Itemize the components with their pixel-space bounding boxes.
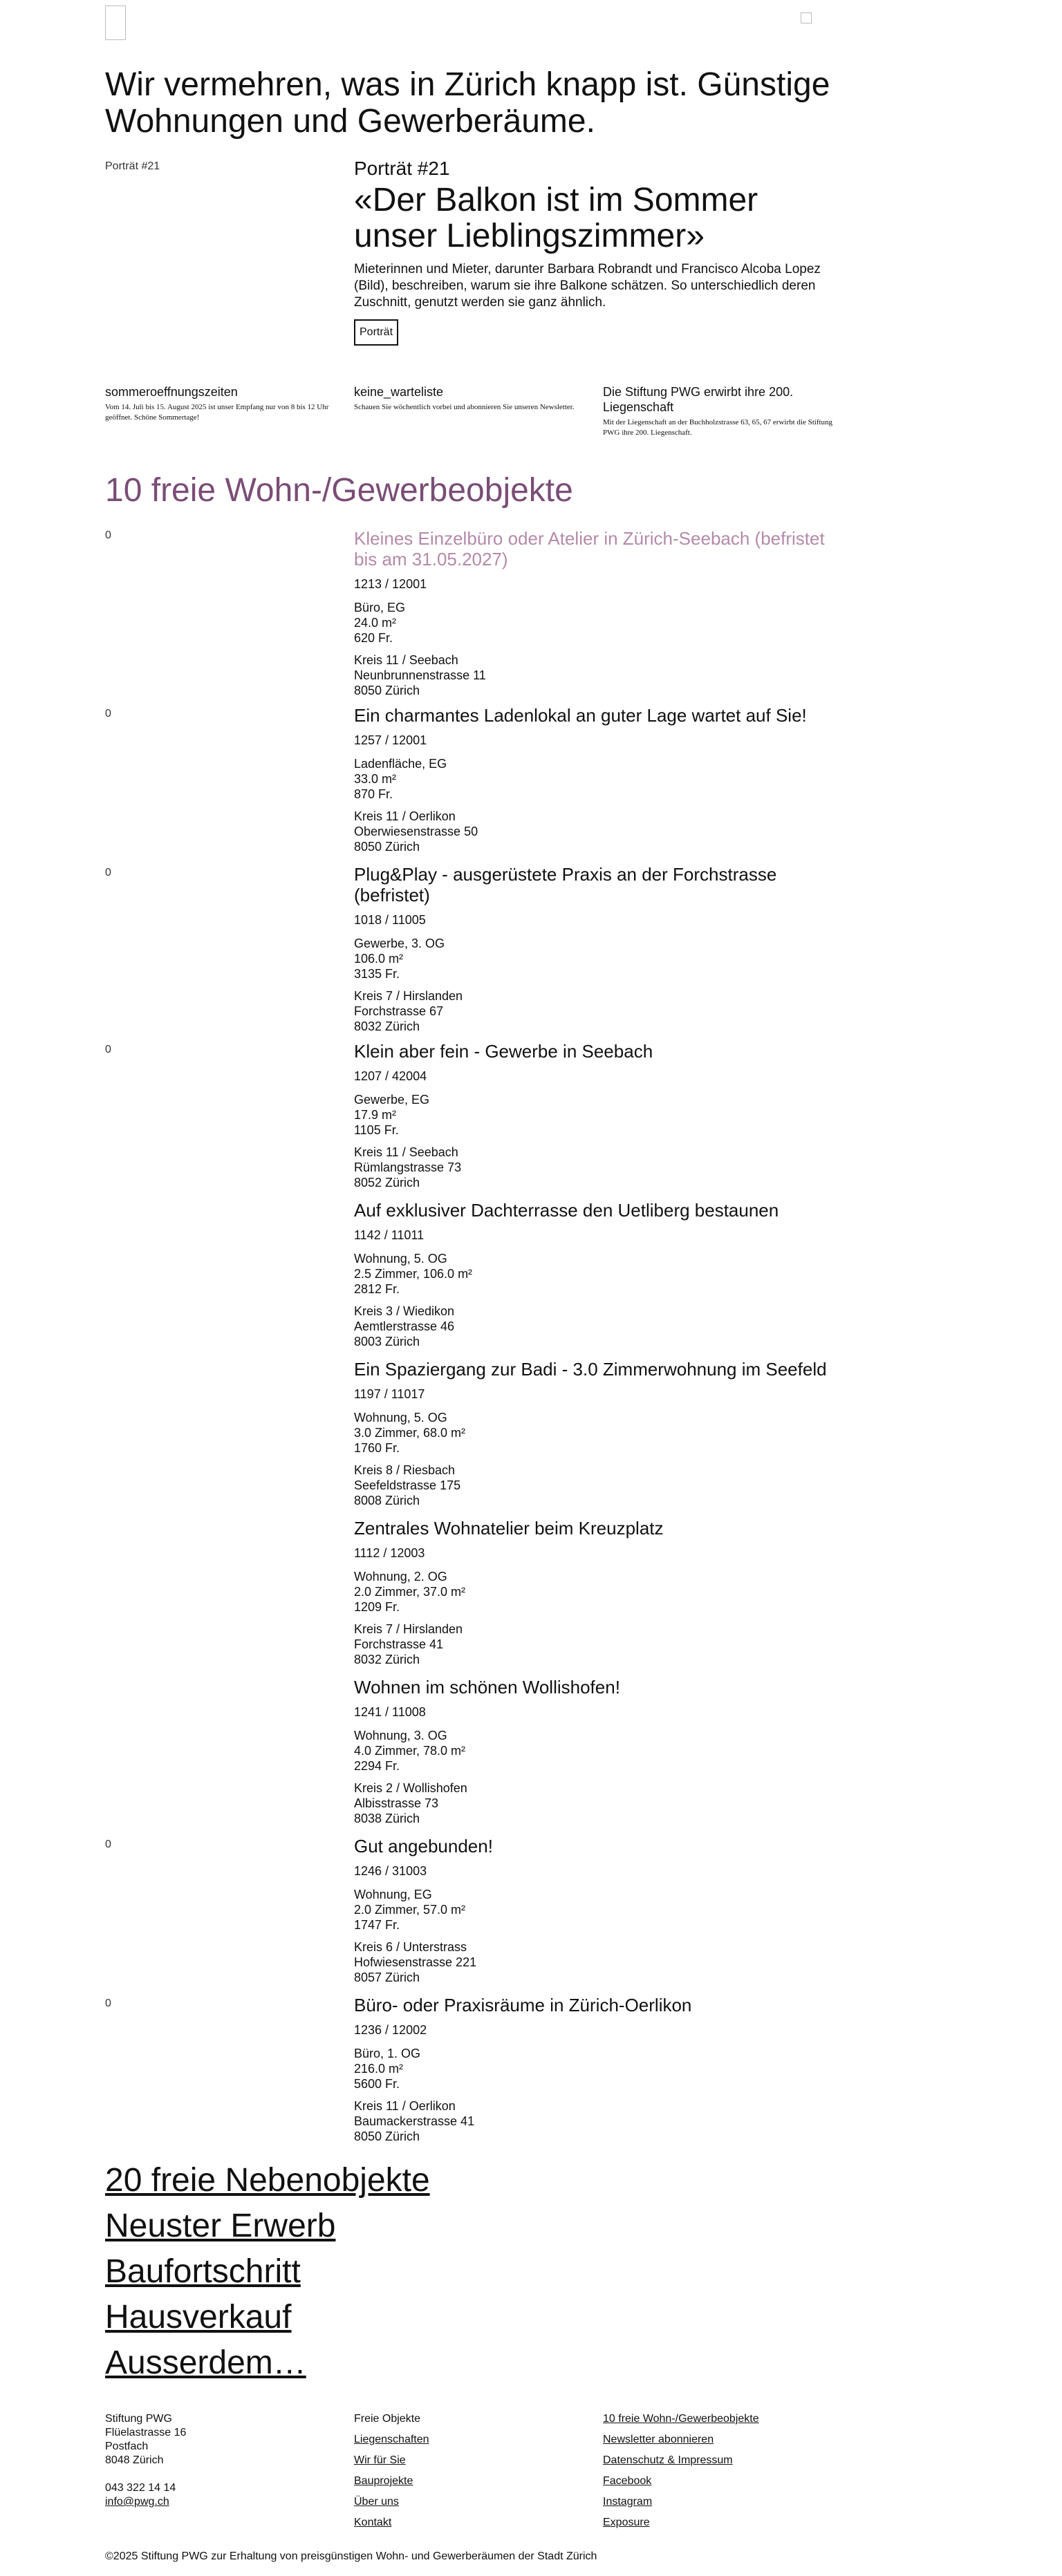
object-number: 1246 / 31003 xyxy=(354,1864,427,1878)
object-street: Neunbrunnenstrasse 11 xyxy=(354,668,486,682)
object-city: 8003 Zürich xyxy=(354,1335,420,1348)
object-type: Gewerbe, 3. OG xyxy=(354,937,445,950)
object-item[interactable] xyxy=(354,1995,838,2151)
portrait-description: Mieterinnen und Mieter, darunter Barbara Robrandt und Francisco Alcoba Lopez (Bild), beschreiben, warum sie ihre Balkone schätzen. So unterschiedlich deren Zuschnitt, genutzt werden sie ganz ähnlich. xyxy=(354,262,821,310)
portrait-button[interactable]: Porträt xyxy=(354,319,398,346)
object-number: 1207 / 42004 xyxy=(354,1069,427,1083)
tile-opening-hours[interactable] xyxy=(105,384,340,423)
object-price: 620 Fr. xyxy=(354,631,393,645)
copyright: ©2025 Stiftung PWG zur Erhaltung von preisgünstigen Wohn- und Gewerberäumen der Stadt Zürich xyxy=(105,2550,597,2562)
footer-newsletter[interactable]: Newsletter abonnieren xyxy=(603,2434,714,2445)
object-price: 1747 Fr. xyxy=(354,1918,400,1932)
object-street: Aemtlerstrasse 46 xyxy=(354,1319,455,1333)
tile-image-alt: sommeroeffnungszeiten xyxy=(105,385,238,399)
object-number: 1257 / 12001 xyxy=(354,733,427,747)
object-title[interactable]: Auf exklusiver Dachterrasse den Uetliberg bestaunen xyxy=(354,1200,779,1221)
object-title[interactable]: Büro- oder Praxisräume in Zürich-Oerlikon xyxy=(354,1995,692,2015)
object-city: 8050 Zürich xyxy=(354,2130,420,2143)
portrait-image[interactable]: Porträt #21 xyxy=(105,160,160,172)
tile-image-alt: keine_warteliste xyxy=(354,385,444,399)
object-price: 1105 Fr. xyxy=(354,1123,399,1137)
tile-text: Schauen Sie wöchentlich vorbei und abonnieren Sie unseren Newsletter. xyxy=(354,403,575,411)
footer-about[interactable]: Über uns xyxy=(354,2496,399,2508)
object-street: Baumackerstrasse 41 xyxy=(354,2114,475,2128)
footer-properties[interactable]: Liegenschaften xyxy=(354,2434,429,2445)
object-size: 17.9 m² xyxy=(354,1108,397,1122)
object-price: 3135 Fr. xyxy=(354,967,400,981)
portrait-kicker: Porträt #21 xyxy=(354,158,450,179)
object-price: 1209 Fr. xyxy=(354,1600,400,1614)
footer-free-objects-link[interactable]: 10 freie Wohn-/Gewerbeobjekte xyxy=(603,2413,759,2425)
object-city: 8050 Zürich xyxy=(354,684,420,697)
link-latest-acquisition[interactable]: Neuster Erwerb xyxy=(105,2208,336,2244)
object-city: 8050 Zürich xyxy=(354,840,420,854)
object-city: 8008 Zürich xyxy=(354,1494,420,1507)
footer-org: Stiftung PWG xyxy=(105,2413,172,2425)
object-kreis: Kreis 8 / Riesbach xyxy=(354,1463,456,1477)
object-item[interactable] xyxy=(354,864,838,1041)
object-size: 3.0 Zimmer, 68.0 m² xyxy=(354,1426,466,1440)
object-size: 33.0 m² xyxy=(354,772,397,786)
footer-privacy[interactable]: Datenschutz & Impressum xyxy=(603,2454,733,2466)
object-image[interactable]: 0 xyxy=(105,1997,111,2009)
object-type: Ladenfläche, EG xyxy=(354,757,447,771)
hero-title: Wir vermehren, was in Zürich knapp ist. Günstige Wohnungen und Gewerberäume. xyxy=(105,66,830,140)
object-title[interactable]: Klein aber fein - Gewerbe in Seebach xyxy=(354,1041,653,1062)
object-size: 106.0 m² xyxy=(354,952,404,966)
object-number: 1142 / 11011 xyxy=(354,1228,425,1242)
object-type: Büro, EG xyxy=(354,601,406,614)
object-size: 2.0 Zimmer, 57.0 m² xyxy=(354,1903,466,1917)
object-city: 8032 Zürich xyxy=(354,1653,420,1666)
object-image[interactable]: 0 xyxy=(105,1839,111,1850)
footer-projects[interactable]: Bauprojekte xyxy=(354,2475,413,2487)
object-title[interactable]: Plug&Play - ausgerüstete Praxis an der Forchstrasse (befristet) xyxy=(354,864,777,905)
object-title[interactable]: Zentrales Wohnatelier beim Kreuzplatz xyxy=(354,1518,664,1539)
link-construction-progress[interactable]: Baufortschritt xyxy=(105,2253,301,2290)
object-number: 1197 / 11017 xyxy=(354,1387,425,1401)
object-number: 1018 / 11005 xyxy=(354,913,426,927)
tile-no-waitlist[interactable] xyxy=(354,384,589,413)
object-street: Albisstrasse 73 xyxy=(354,1796,439,1810)
object-kreis: Kreis 2 / Wollishofen xyxy=(354,1781,467,1795)
object-number: 1236 / 12002 xyxy=(354,2023,427,2037)
footer-facebook[interactable]: Facebook xyxy=(603,2475,652,2487)
tile-text: Vom 14. Juli bis 15. August 2025 ist unser Empfang nur von 8 bis 12 Uhr geöffnet. Schöne Sommertage! xyxy=(105,403,329,422)
object-kreis: Kreis 7 / Hirslanden xyxy=(354,1622,463,1636)
footer-postbox: Postfach xyxy=(105,2441,149,2452)
object-type: Wohnung, 5. OG xyxy=(354,1411,447,1425)
object-item[interactable] xyxy=(354,1518,838,1674)
object-image[interactable]: 0 xyxy=(105,867,111,878)
link-house-sale[interactable]: Hausverkauf xyxy=(105,2299,292,2335)
tile-200th-property[interactable] xyxy=(603,384,838,438)
object-kreis: Kreis 3 / Wiedikon xyxy=(354,1304,455,1318)
object-kreis: Kreis 7 / Hirslanden xyxy=(354,989,463,1003)
object-price: 2812 Fr. xyxy=(354,1282,400,1296)
object-type: Wohnung, 2. OG xyxy=(354,1570,447,1583)
footer-exposure[interactable]: Exposure xyxy=(603,2517,650,2528)
object-kreis: Kreis 11 / Oerlikon xyxy=(354,809,456,823)
link-more[interactable]: Ausserdem… xyxy=(105,2344,306,2381)
footer-address xyxy=(105,2412,340,2509)
object-kreis: Kreis 11 / Seebach xyxy=(354,653,458,667)
object-kreis: Kreis 11 / Seebach xyxy=(354,1145,458,1159)
object-city: 8057 Zürich xyxy=(354,1971,420,1984)
object-item[interactable] xyxy=(354,705,838,861)
link-secondary-objects[interactable]: 20 freie Nebenobjekte xyxy=(105,2162,430,2199)
footer-links xyxy=(603,2412,838,2537)
objects-section-title: 10 freie Wohn-/Gewerbeobjekte xyxy=(105,472,573,509)
footer-nav xyxy=(354,2412,589,2537)
object-type: Gewerbe, EG xyxy=(354,1093,430,1107)
object-image[interactable]: 0 xyxy=(105,708,111,720)
menu-image-icon[interactable] xyxy=(801,12,812,23)
object-size: 24.0 m² xyxy=(354,616,397,630)
footer-contact[interactable]: Kontakt xyxy=(354,2517,392,2528)
object-item[interactable] xyxy=(354,1041,838,1197)
object-street: Seefeldstrasse 175 xyxy=(354,1478,461,1492)
object-city: 8032 Zürich xyxy=(354,1019,420,1033)
object-size: 2.0 Zimmer, 37.0 m² xyxy=(354,1585,466,1599)
footer-for-you[interactable]: Wir für Sie xyxy=(354,2454,406,2466)
object-price: 2294 Fr. xyxy=(354,1759,400,1773)
object-street: Forchstrasse 67 xyxy=(354,1004,444,1018)
object-item[interactable] xyxy=(354,1200,838,1356)
object-size: 4.0 Zimmer, 78.0 m² xyxy=(354,1744,466,1758)
object-type: Büro, 1. OG xyxy=(354,2047,421,2060)
object-city: 8052 Zürich xyxy=(354,1176,420,1190)
object-image[interactable]: 0 xyxy=(105,1044,111,1055)
object-size: 216.0 m² xyxy=(354,2062,404,2076)
footer-city: 8048 Zürich xyxy=(105,2454,164,2466)
object-item[interactable] xyxy=(354,1677,838,1833)
footer-phone: 043 322 14 14 xyxy=(105,2482,176,2494)
logo-image[interactable] xyxy=(105,6,126,40)
object-item[interactable] xyxy=(354,1836,838,1992)
object-title[interactable]: Ein charmantes Ladenlokal an guter Lage wartet auf Sie! xyxy=(354,705,807,726)
object-title[interactable]: Gut angebunden! xyxy=(354,1836,493,1856)
section-links xyxy=(105,2158,430,2386)
object-price: 5600 Fr. xyxy=(354,2077,400,2091)
object-title[interactable]: Wohnen im schönen Wollishofen! xyxy=(354,1677,620,1698)
object-kreis: Kreis 6 / Unterstrass xyxy=(354,1940,467,1954)
tile-text: Mit der Liegenschaft an der Buchholzstrasse 63, 65, 67 erwirbt die Stiftung PWG ihre 200. Liegenschaft. xyxy=(603,418,833,437)
object-price: 870 Fr. xyxy=(354,787,393,801)
object-kreis: Kreis 11 / Oerlikon xyxy=(354,2099,456,2113)
object-item[interactable] xyxy=(354,1359,838,1515)
object-price: 1760 Fr. xyxy=(354,1441,400,1455)
object-number: 1112 / 12003 xyxy=(354,1546,425,1560)
object-size: 2.5 Zimmer, 106.0 m² xyxy=(354,1267,473,1281)
object-type: Wohnung, 3. OG xyxy=(354,1729,447,1742)
portrait-headline: «Der Balkon ist im Sommer unser Lieblingszimmer» xyxy=(354,182,758,254)
footer-instagram[interactable]: Instagram xyxy=(603,2496,653,2508)
object-number: 1213 / 12001 xyxy=(354,577,427,591)
object-street: Forchstrasse 41 xyxy=(354,1637,444,1651)
portrait-teaser xyxy=(354,158,831,346)
object-item[interactable] xyxy=(354,528,838,705)
footer-street: Flüelastrasse 16 xyxy=(105,2427,187,2438)
object-street: Oberwiesenstrasse 50 xyxy=(354,825,478,838)
object-number: 1241 / 11008 xyxy=(354,1705,426,1719)
object-type: Wohnung, 5. OG xyxy=(354,1252,447,1266)
object-title[interactable]: Kleines Einzelbüro oder Atelier in Zürich-Seebach (befristet bis am 31.05.2027) xyxy=(354,528,825,570)
footer-free-objects[interactable]: Freie Objekte xyxy=(354,2413,421,2425)
tile-image-alt: Die Stiftung PWG erwirbt ihre 200. Liegenschaft xyxy=(603,385,794,414)
object-street: Hofwiesenstrasse 221 xyxy=(354,1955,477,1969)
object-city: 8038 Zürich xyxy=(354,1812,420,1825)
object-image[interactable]: 0 xyxy=(105,529,111,541)
object-type: Wohnung, EG xyxy=(354,1888,432,1901)
footer-email[interactable]: info@pwg.ch xyxy=(105,2496,169,2508)
object-street: Rümlangstrasse 73 xyxy=(354,1160,462,1174)
object-title[interactable]: Ein Spaziergang zur Badi - 3.0 Zimmerwohnung im Seefeld xyxy=(354,1359,827,1380)
